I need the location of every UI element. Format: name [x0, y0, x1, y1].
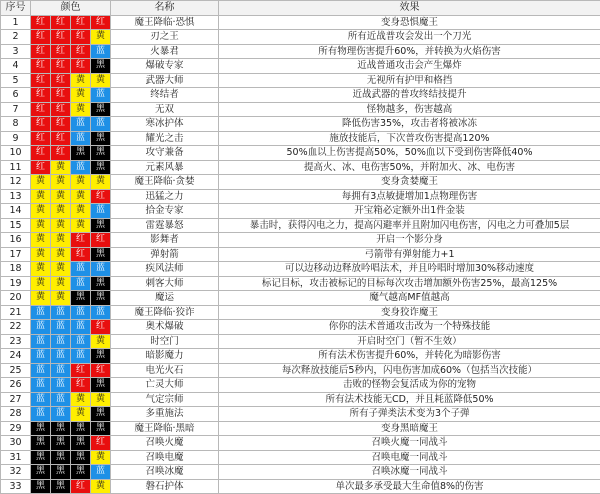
color-cell-red: 红	[71, 59, 91, 74]
row-name: 气定宗师	[111, 392, 219, 407]
row-index: 2	[1, 30, 31, 45]
color-cell-black: 黑	[71, 291, 91, 306]
color-cell-red: 红	[51, 88, 71, 103]
color-cell-yellow: 黄	[91, 479, 111, 494]
row-index: 28	[1, 407, 31, 422]
row-name: 寒冰护体	[111, 117, 219, 132]
color-cell-yellow: 黄	[71, 102, 91, 117]
row-index: 10	[1, 146, 31, 161]
color-cell-blue: 蓝	[51, 320, 71, 335]
color-cell-black: 黑	[51, 421, 71, 436]
table-row	[1, 146, 600, 161]
table-row	[1, 320, 600, 335]
color-cell-blue: 蓝	[91, 465, 111, 480]
color-cell-black: 黑	[91, 378, 111, 393]
row-effect: 弓箭带有弹射能力+1	[219, 247, 600, 262]
color-cell-blue: 蓝	[91, 262, 111, 277]
row-name: 刃之王	[111, 30, 219, 45]
color-cell-black: 黑	[31, 450, 51, 465]
color-cell-yellow: 黄	[51, 247, 71, 262]
table-row	[1, 30, 600, 45]
color-cell-red: 红	[31, 117, 51, 132]
row-effect: 提高火、冰、电伤害50%，并附加火、冰、电伤害	[219, 160, 600, 175]
row-index: 31	[1, 450, 31, 465]
row-index: 19	[1, 276, 31, 291]
row-name: 磐石护体	[111, 479, 219, 494]
color-cell-red: 红	[31, 146, 51, 161]
color-cell-red: 红	[51, 44, 71, 59]
color-cell-red: 红	[71, 247, 91, 262]
row-effect: 击败的怪物会复活成为你的宠物	[219, 378, 600, 393]
row-effect: 每次释放技能后5秒内，闪电伤害加成60%（包括当次技能）	[219, 363, 600, 378]
color-cell-black: 黑	[51, 465, 71, 480]
row-effect: 施放技能后，下次普攻伤害提高120%	[219, 131, 600, 146]
color-cell-yellow: 黄	[31, 276, 51, 291]
row-name: 武器大师	[111, 73, 219, 88]
color-cell-blue: 蓝	[71, 305, 91, 320]
row-effect: 开宝箱必定额外出1件金装	[219, 204, 600, 219]
row-effect: 降低伤害35%，攻击者将被冰冻	[219, 117, 600, 132]
color-cell-yellow: 黄	[51, 189, 71, 204]
row-index: 5	[1, 73, 31, 88]
row-effect: 召唤电魔一同战斗	[219, 450, 600, 465]
color-cell-black: 黑	[91, 421, 111, 436]
color-cell-red: 红	[51, 102, 71, 117]
row-index: 6	[1, 88, 31, 103]
color-cell-black: 黑	[91, 276, 111, 291]
color-cell-black: 黑	[91, 146, 111, 161]
color-cell-red: 红	[71, 363, 91, 378]
table-row	[1, 378, 600, 393]
row-name: 弹射箭	[111, 247, 219, 262]
row-index: 16	[1, 233, 31, 248]
row-name: 疾风法师	[111, 262, 219, 277]
row-index: 22	[1, 320, 31, 335]
color-cell-red: 红	[51, 30, 71, 45]
color-cell-black: 黑	[51, 479, 71, 494]
table-row	[1, 276, 600, 291]
row-effect: 魔气越高MF值越高	[219, 291, 600, 306]
table-row	[1, 421, 600, 436]
color-cell-red: 红	[91, 189, 111, 204]
color-cell-blue: 蓝	[91, 44, 111, 59]
table-row	[1, 291, 600, 306]
color-cell-blue: 蓝	[31, 392, 51, 407]
color-cell-blue: 蓝	[51, 407, 71, 422]
row-effect: 暴击时，获得闪电之力，提高闪避率并且附加闪电伤害，闪电之力可叠加5层	[219, 218, 600, 233]
row-effect: 你你的法术普通攻击改为一个特殊技能	[219, 320, 600, 335]
color-cell-red: 红	[31, 73, 51, 88]
color-cell-blue: 蓝	[31, 349, 51, 364]
color-cell-red: 红	[91, 15, 111, 30]
color-cell-red: 红	[91, 363, 111, 378]
table-row	[1, 262, 600, 277]
table-row	[1, 334, 600, 349]
row-index: 27	[1, 392, 31, 407]
row-effect: 召唤火魔一同战斗	[219, 436, 600, 451]
row-name: 暗影魔力	[111, 349, 219, 364]
row-effect: 每拥有3点敏捷增加1点物理伤害	[219, 189, 600, 204]
color-cell-blue: 蓝	[71, 349, 91, 364]
color-cell-yellow: 黄	[51, 204, 71, 219]
table-row	[1, 363, 600, 378]
row-index: 33	[1, 479, 31, 494]
color-cell-black: 黑	[91, 247, 111, 262]
row-index: 9	[1, 131, 31, 146]
color-cell-yellow: 黄	[51, 175, 71, 190]
color-cell-blue: 蓝	[51, 363, 71, 378]
color-cell-blue: 蓝	[51, 334, 71, 349]
table-row	[1, 73, 600, 88]
color-cell-red: 红	[51, 15, 71, 30]
table-row	[1, 392, 600, 407]
color-cell-red: 红	[51, 131, 71, 146]
row-effect: 变身狡诈魔王	[219, 305, 600, 320]
row-effect: 变身贪婪魔王	[219, 175, 600, 190]
header-colors: 颜色	[31, 1, 111, 16]
color-cell-blue: 蓝	[71, 160, 91, 175]
row-effect: 所有物理伤害提升60%，并转换为火焰伤害	[219, 44, 600, 59]
table-row	[1, 117, 600, 132]
color-cell-red: 红	[91, 436, 111, 451]
row-name: 亡灵大师	[111, 378, 219, 393]
color-cell-yellow: 黄	[51, 276, 71, 291]
row-name: 魔运	[111, 291, 219, 306]
color-cell-blue: 蓝	[51, 349, 71, 364]
color-cell-red: 红	[31, 30, 51, 45]
row-effect: 召唤冰魔一同战斗	[219, 465, 600, 480]
row-effect: 所有近战普攻会发出一个刀光	[219, 30, 600, 45]
color-cell-blue: 蓝	[71, 262, 91, 277]
row-name: 电光火石	[111, 363, 219, 378]
color-cell-yellow: 黄	[71, 392, 91, 407]
color-cell-black: 黑	[51, 450, 71, 465]
color-cell-yellow: 黄	[71, 218, 91, 233]
row-name: 火暴君	[111, 44, 219, 59]
row-name: 多重施法	[111, 407, 219, 422]
color-cell-blue: 蓝	[31, 320, 51, 335]
color-cell-black: 黑	[31, 479, 51, 494]
color-cell-red: 红	[71, 479, 91, 494]
row-effect: 怪物越多，伤害越高	[219, 102, 600, 117]
color-cell-yellow: 黄	[31, 247, 51, 262]
color-cell-red: 红	[31, 160, 51, 175]
table-row	[1, 102, 600, 117]
row-effect: 近战武器的普攻终结技提升	[219, 88, 600, 103]
color-cell-blue: 蓝	[71, 334, 91, 349]
table-row	[1, 131, 600, 146]
row-index: 7	[1, 102, 31, 117]
table-row	[1, 88, 600, 103]
row-name: 元素风暴	[111, 160, 219, 175]
table-body	[1, 15, 600, 494]
row-index: 12	[1, 175, 31, 190]
row-index: 15	[1, 218, 31, 233]
color-cell-red: 红	[51, 117, 71, 132]
table-row	[1, 247, 600, 262]
table-row	[1, 450, 600, 465]
color-cell-black: 黑	[51, 436, 71, 451]
color-cell-yellow: 黄	[31, 189, 51, 204]
color-cell-red: 红	[51, 146, 71, 161]
color-cell-blue: 蓝	[91, 88, 111, 103]
color-cell-yellow: 黄	[71, 407, 91, 422]
color-cell-yellow: 黄	[91, 392, 111, 407]
color-cell-black: 黑	[91, 291, 111, 306]
color-cell-blue: 蓝	[91, 204, 111, 219]
color-cell-black: 黑	[91, 407, 111, 422]
table-row	[1, 218, 600, 233]
table-row	[1, 233, 600, 248]
row-name: 魔王降临·狡诈	[111, 305, 219, 320]
table-row	[1, 204, 600, 219]
row-effect: 标记目标，攻击被标记的目标每次攻击增加额外伤害25%，最高125%	[219, 276, 600, 291]
row-effect: 所有法术技能无CD，并且耗蓝降低50%	[219, 392, 600, 407]
color-cell-yellow: 黄	[31, 204, 51, 219]
color-cell-yellow: 黄	[31, 233, 51, 248]
row-index: 29	[1, 421, 31, 436]
color-cell-blue: 蓝	[71, 320, 91, 335]
row-index: 32	[1, 465, 31, 480]
color-cell-black: 黑	[91, 102, 111, 117]
color-cell-red: 红	[51, 73, 71, 88]
table-row	[1, 407, 600, 422]
color-cell-blue: 蓝	[71, 276, 91, 291]
table-row	[1, 349, 600, 364]
color-cell-yellow: 黄	[71, 88, 91, 103]
row-name: 魔王降临·贪婪	[111, 175, 219, 190]
row-index: 26	[1, 378, 31, 393]
header-row	[1, 1, 600, 16]
row-effect: 开启一个影分身	[219, 233, 600, 248]
row-name: 奥术爆破	[111, 320, 219, 335]
color-cell-blue: 蓝	[51, 305, 71, 320]
color-cell-yellow: 黄	[91, 73, 111, 88]
row-index: 11	[1, 160, 31, 175]
row-index: 17	[1, 247, 31, 262]
row-name: 迅猛之力	[111, 189, 219, 204]
row-name: 耀光之击	[111, 131, 219, 146]
color-cell-black: 黑	[71, 465, 91, 480]
row-index: 13	[1, 189, 31, 204]
color-cell-yellow: 黄	[51, 262, 71, 277]
color-cell-yellow: 黄	[51, 233, 71, 248]
row-effect: 所有子弹类法术变为3个子弹	[219, 407, 600, 422]
color-cell-blue: 蓝	[71, 117, 91, 132]
table-row	[1, 15, 600, 30]
color-cell-blue: 蓝	[31, 334, 51, 349]
row-name: 雷霆暴怒	[111, 218, 219, 233]
row-index: 20	[1, 291, 31, 306]
color-cell-red: 红	[31, 88, 51, 103]
row-index: 24	[1, 349, 31, 364]
color-cell-black: 黑	[31, 436, 51, 451]
row-effect: 变身恐惧魔王	[219, 15, 600, 30]
color-cell-yellow: 黄	[91, 334, 111, 349]
color-cell-black: 黑	[71, 450, 91, 465]
row-name: 影舞者	[111, 233, 219, 248]
row-name: 无双	[111, 102, 219, 117]
table-row	[1, 175, 600, 190]
row-name: 刺客大师	[111, 276, 219, 291]
row-effect: 所有法术伤害提升60%，并转化为暗影伤害	[219, 349, 600, 364]
color-cell-red: 红	[51, 59, 71, 74]
row-index: 21	[1, 305, 31, 320]
color-cell-yellow: 黄	[91, 175, 111, 190]
row-name: 召唤火魔	[111, 436, 219, 451]
row-name: 召唤冰魔	[111, 465, 219, 480]
color-cell-blue: 蓝	[31, 363, 51, 378]
color-cell-black: 黑	[31, 465, 51, 480]
color-cell-red: 红	[71, 378, 91, 393]
color-cell-blue: 蓝	[51, 392, 71, 407]
color-cell-yellow: 黄	[31, 262, 51, 277]
color-cell-yellow: 黄	[71, 189, 91, 204]
color-cell-red: 红	[71, 15, 91, 30]
row-effect: 开启时空门（暂不生效）	[219, 334, 600, 349]
color-cell-black: 黑	[91, 218, 111, 233]
row-index: 23	[1, 334, 31, 349]
color-cell-blue: 蓝	[71, 131, 91, 146]
color-cell-blue: 蓝	[51, 378, 71, 393]
color-cell-red: 红	[91, 320, 111, 335]
header-index: 序号	[1, 1, 31, 16]
row-name: 召唤电魔	[111, 450, 219, 465]
row-index: 18	[1, 262, 31, 277]
row-name: 魔王降临·恐惧	[111, 15, 219, 30]
color-cell-yellow: 黄	[51, 291, 71, 306]
row-effect: 50%血以上伤害提高50%，50%血以下受到伤害降低40%	[219, 146, 600, 161]
row-index: 3	[1, 44, 31, 59]
header-name: 名称	[111, 1, 219, 16]
row-name: 爆破专家	[111, 59, 219, 74]
color-cell-yellow: 黄	[71, 175, 91, 190]
color-cell-blue: 蓝	[91, 305, 111, 320]
color-cell-red: 红	[91, 233, 111, 248]
color-cell-red: 红	[31, 59, 51, 74]
table-row	[1, 44, 600, 59]
row-index: 1	[1, 15, 31, 30]
table-row	[1, 305, 600, 320]
row-index: 8	[1, 117, 31, 132]
color-cell-blue: 蓝	[31, 378, 51, 393]
table-row	[1, 436, 600, 451]
color-cell-yellow: 黄	[31, 291, 51, 306]
row-name: 时空门	[111, 334, 219, 349]
color-cell-black: 黑	[91, 59, 111, 74]
color-cell-blue: 蓝	[31, 305, 51, 320]
header-effect: 效果	[219, 1, 600, 16]
color-cell-red: 红	[31, 131, 51, 146]
color-cell-red: 红	[31, 15, 51, 30]
table-row	[1, 160, 600, 175]
table-row	[1, 59, 600, 74]
row-effect: 单次最多承受最大生命值8%的伤害	[219, 479, 600, 494]
color-cell-yellow: 黄	[51, 218, 71, 233]
table-row	[1, 479, 600, 494]
row-effect: 变身黑暗魔王	[219, 421, 600, 436]
row-index: 25	[1, 363, 31, 378]
color-cell-yellow: 黄	[51, 160, 71, 175]
color-cell-black: 黑	[71, 146, 91, 161]
table-row	[1, 465, 600, 480]
table-row	[1, 189, 600, 204]
color-cell-black: 黑	[91, 131, 111, 146]
color-cell-red: 红	[71, 44, 91, 59]
row-effect: 可以边移动边释放吟唱法术，并且吟唱时增加30%移动速度	[219, 262, 600, 277]
row-name: 魔王降临·黑暗	[111, 421, 219, 436]
color-cell-black: 黑	[91, 349, 111, 364]
color-cell-blue: 蓝	[91, 117, 111, 132]
color-cell-yellow: 黄	[31, 218, 51, 233]
color-cell-yellow: 黄	[91, 450, 111, 465]
color-cell-black: 黑	[31, 421, 51, 436]
row-effect: 无视所有护甲和格挡	[219, 73, 600, 88]
color-cell-blue: 蓝	[31, 407, 51, 422]
row-index: 30	[1, 436, 31, 451]
color-cell-yellow: 黄	[31, 175, 51, 190]
row-name: 攻守兼备	[111, 146, 219, 161]
color-cell-red: 红	[31, 44, 51, 59]
row-effect: 近战普通攻击会产生爆炸	[219, 59, 600, 74]
color-cell-red: 红	[31, 102, 51, 117]
color-cell-red: 红	[71, 30, 91, 45]
row-name: 终结者	[111, 88, 219, 103]
color-cell-black: 黑	[91, 160, 111, 175]
color-cell-yellow: 黄	[71, 73, 91, 88]
row-name: 拾金专家	[111, 204, 219, 219]
row-index: 4	[1, 59, 31, 74]
color-cell-black: 黑	[71, 421, 91, 436]
color-cell-yellow: 黄	[71, 204, 91, 219]
color-cell-yellow: 黄	[91, 30, 111, 45]
row-index: 14	[1, 204, 31, 219]
color-cell-red: 红	[71, 233, 91, 248]
color-cell-black: 黑	[71, 436, 91, 451]
